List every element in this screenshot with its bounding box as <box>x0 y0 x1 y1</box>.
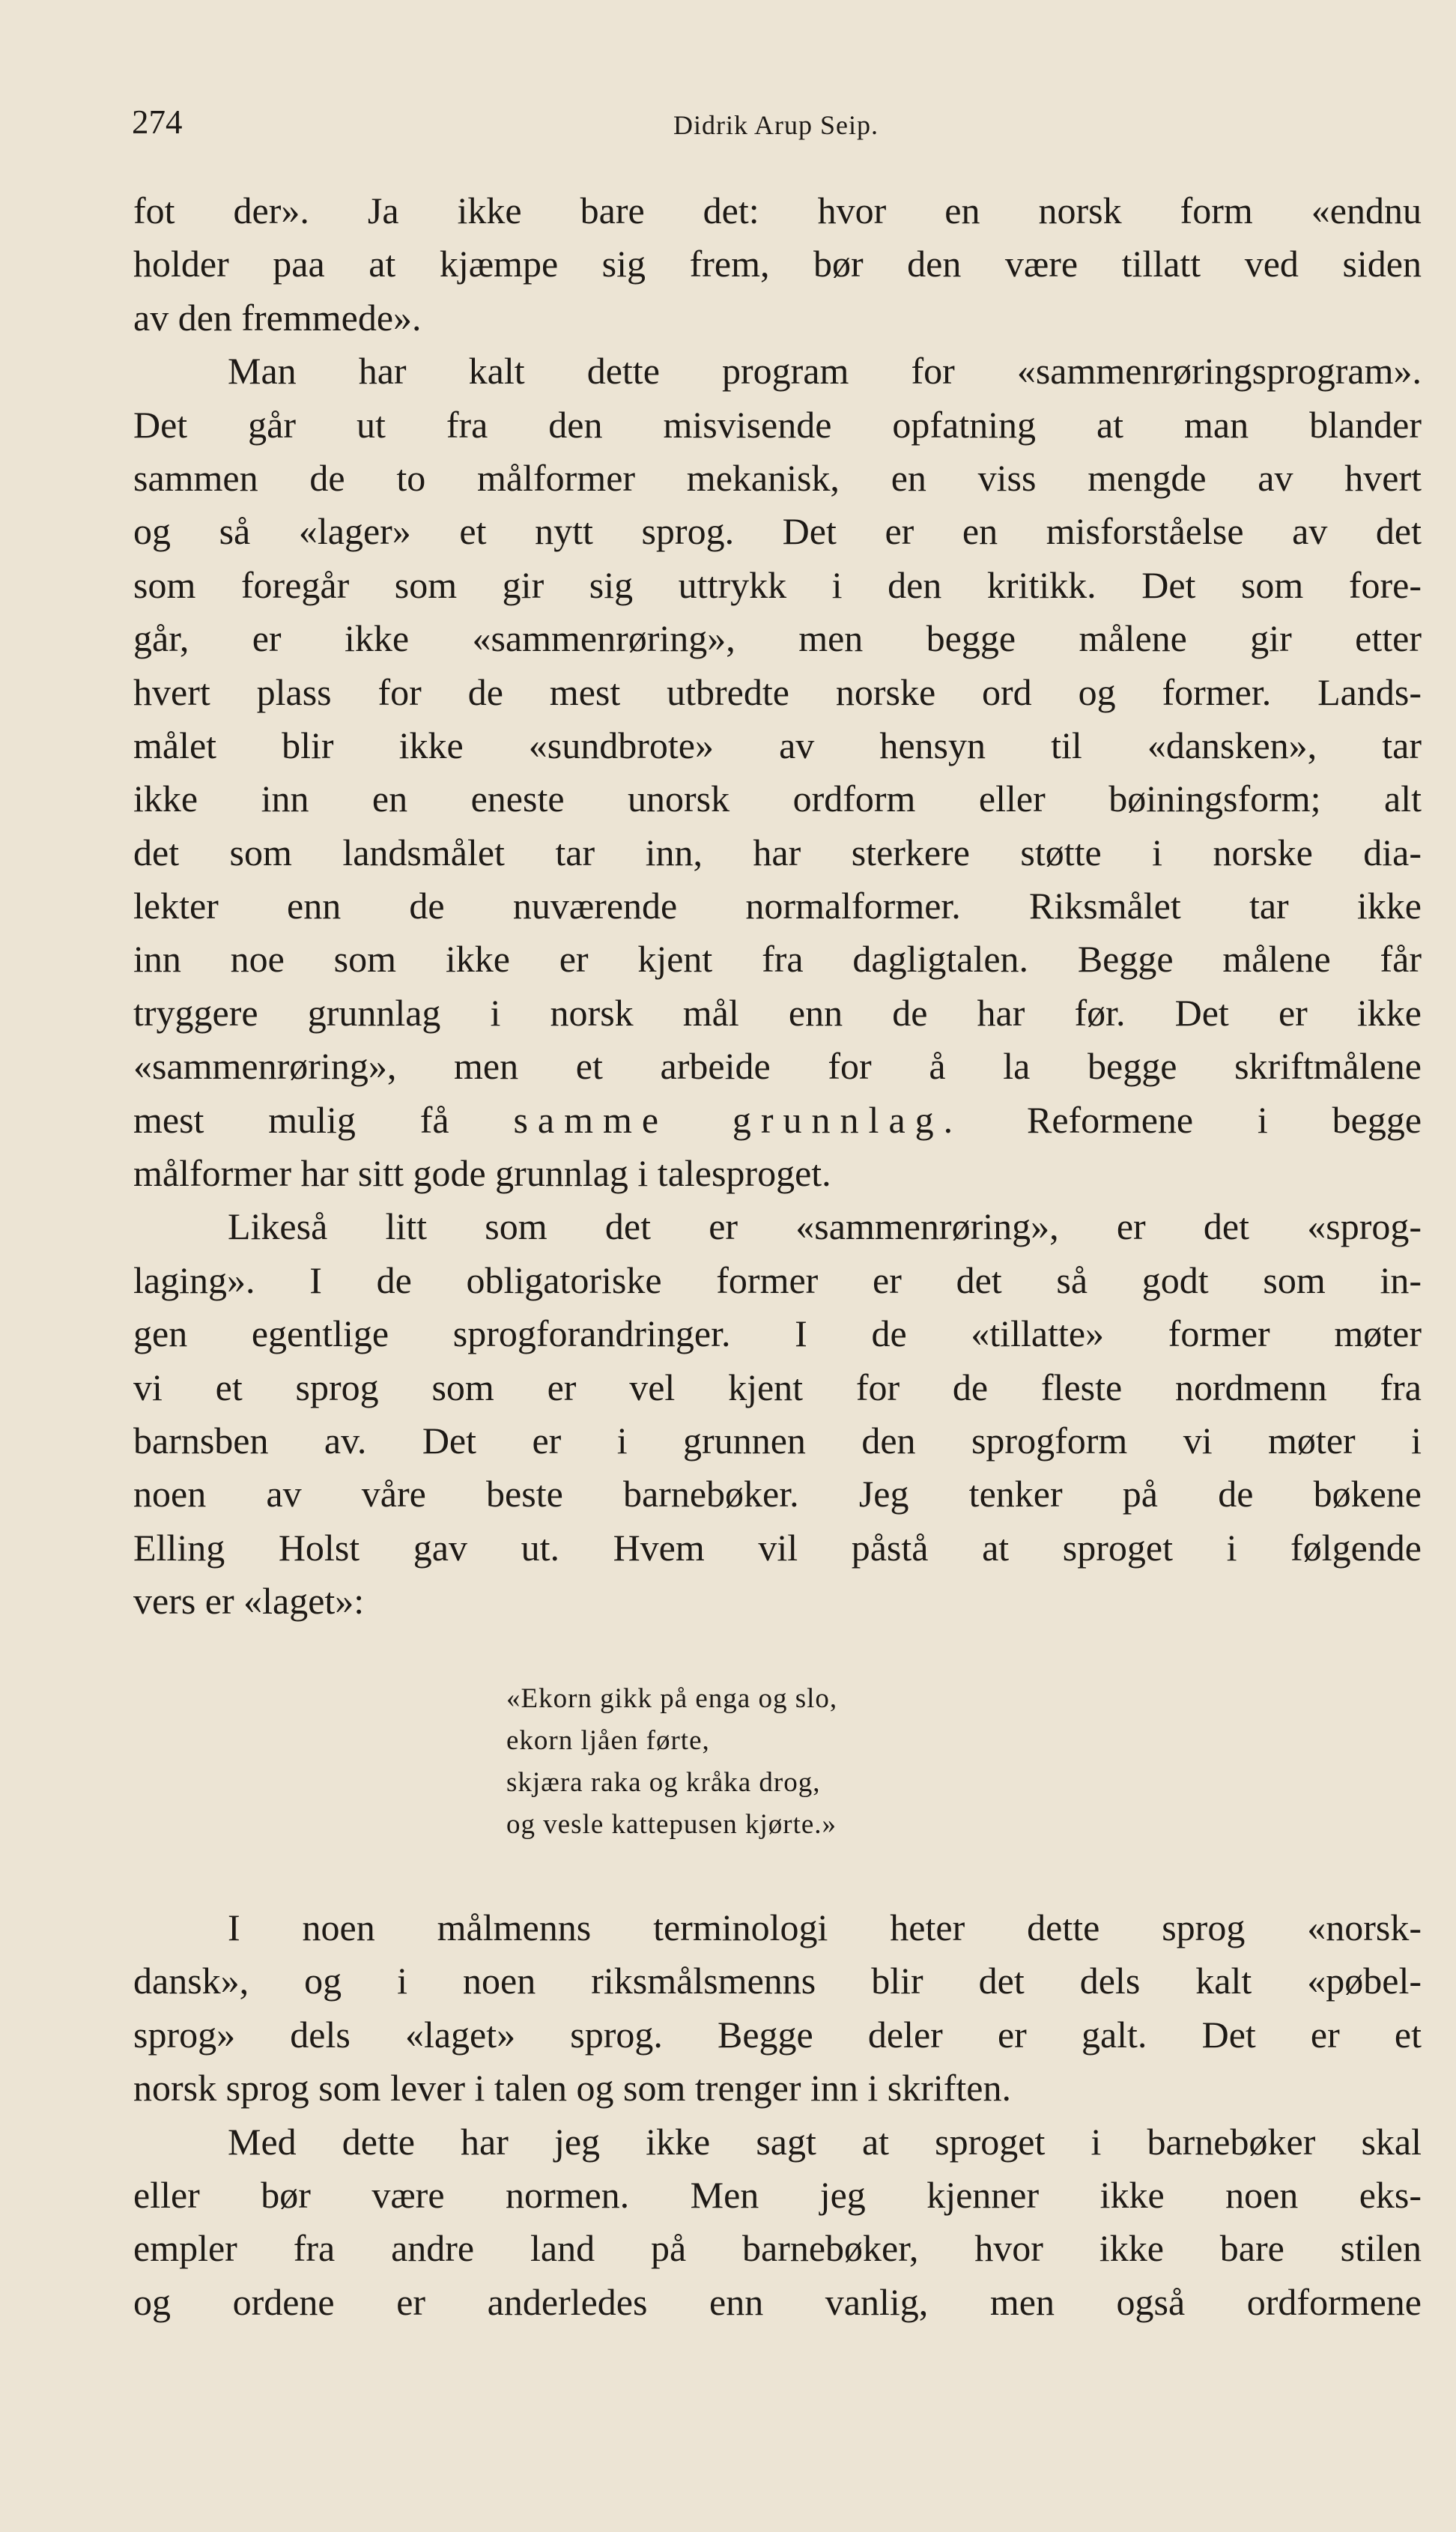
text-line: dansk», og i noen riksmålsmenns blir det dels kalt «pøbel- <box>133 1960 1422 2002</box>
text-line: norsk sprog som lever i talen og som trenger inn i skriften. <box>133 2067 1011 2110</box>
running-head: Didrik Arup Seip. <box>673 110 879 140</box>
text-line: og så «lager» et nytt sprog. Det er en misforståelse av det <box>133 510 1422 553</box>
text-line: sprog» dels «laget» sprog. Begge deler er galt. Det er et <box>133 2013 1422 2056</box>
text-line: gen egentlige sprogforandringer. I de «tillatte» former møter <box>133 1312 1422 1355</box>
poem-line: skjæra raka og kråka drog, <box>506 1767 821 1798</box>
text-fragment: mest mulig få <box>133 1098 449 1141</box>
page-number: 274 <box>132 103 183 141</box>
text-fragment: Reformene i begge <box>1026 1098 1422 1141</box>
text-line: og ordene er anderledes enn vanlig, men også ordformene <box>133 2280 1422 2323</box>
text-line: fot der». Ja ikke bare det: hvor en norsk form «endnu <box>133 190 1422 231</box>
text-line: «sammenrøring», men et arbeide for å la begge skriftmålene <box>133 1045 1422 1088</box>
text-line: ikke inn en eneste unorsk ordform eller bøiningsform; alt <box>133 778 1422 820</box>
text-line: barnsben av. Det er i grunnen den sprogform vi møter i <box>133 1419 1422 1462</box>
text-line: holder paa at kjæmpe sig frem, bør den være tillatt ved siden <box>133 243 1422 285</box>
text-line: tryggere grunnlag i norsk mål enn de har før. Det er ikke <box>133 991 1422 1034</box>
poem-line: ekorn ljåen førte, <box>506 1725 710 1756</box>
text-line: vi et sprog som er vel kjent for de fleste nordmenn fra <box>133 1366 1422 1408</box>
spaced-emphasis: samme <box>513 1098 669 1141</box>
text-line: lekter enn de nuværende normalformer. Riksmålet tar ikke <box>133 885 1422 927</box>
text-line: det som landsmålet tar inn, har sterkere støtte i norske dia- <box>133 831 1422 873</box>
text-line: målet blir ikke «sundbrote» av hensyn til «dansken», tar <box>133 724 1422 766</box>
text-line: går, er ikke «sammenrøring», men begge målene gir etter <box>133 617 1422 660</box>
body-text-continued <box>133 1901 1422 2329</box>
text-line: noen av våre beste barnebøker. Jeg tenker på de bøkene <box>133 1473 1422 1515</box>
poem-line: og vesle kattepusen kjørte.» <box>506 1809 837 1840</box>
poem-line: «Ekorn gikk på enga og slo, <box>506 1683 838 1714</box>
poem-quote <box>506 1678 1031 1846</box>
spaced-emphasis: grunnlag. <box>732 1098 963 1141</box>
text-line: av den fremmede». <box>133 296 422 339</box>
text-line: målformer har sitt gode grunnlag i talesproget. <box>133 1152 831 1195</box>
paragraph-first-line: Med dette har jeg ikke sagt at sproget i barnebøker skal <box>228 2120 1422 2163</box>
text-line: som foregår som gir sig uttrykk i den kritikk. Det som fore- <box>133 563 1422 606</box>
paragraph-first-line: I noen målmenns terminologi heter dette sprog «norsk- <box>228 1906 1422 1948</box>
text-line: laging». I de obligatoriske former er det så godt som in- <box>133 1259 1422 1301</box>
paragraph-first-line: Man har kalt dette program for «sammenrøringsprogram». <box>228 350 1422 393</box>
text-line-with-spaced-emphasis <box>133 1094 1422 1147</box>
text-line: eller bør være normen. Men jeg kjenner ikke noen eks- <box>133 2173 1422 2216</box>
text-line: empler fra andre land på barnebøker, hvor ikke bare stilen <box>133 2227 1422 2270</box>
text-line: Elling Holst gav ut. Hvem vil påstå at sproget i følgende <box>133 1526 1422 1569</box>
text-line: inn noe som ikke er kjent fra dagligtalen. Begge målene får <box>133 938 1422 981</box>
text-line: Det går ut fra den misvisende opfatning at man blander <box>133 403 1422 446</box>
paragraph-first-line: Likeså litt som det er «sammenrøring», er det «sprog- <box>228 1205 1422 1248</box>
text-line: hvert plass for de mest utbredte norske ord og former. Lands- <box>133 670 1422 713</box>
text-line: sammen de to målformer mekanisk, en viss mengde av hvert <box>133 456 1422 499</box>
body-text <box>133 184 1422 1629</box>
text-line: vers er «laget»: <box>133 1580 365 1623</box>
page-header <box>132 96 1420 148</box>
